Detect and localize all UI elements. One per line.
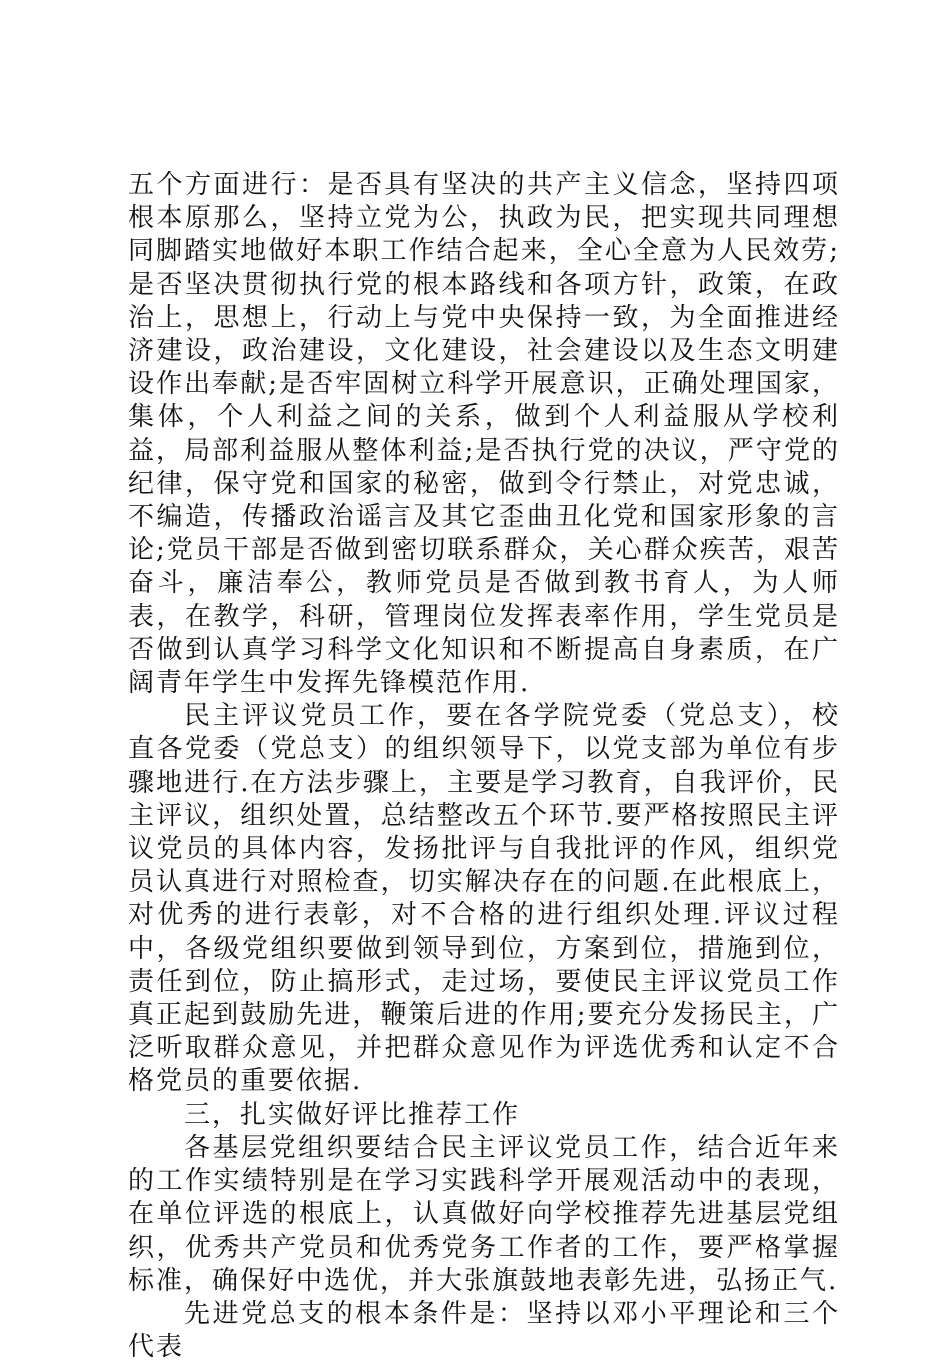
paragraph-democratic-evaluation: 民主评议党员工作，要在各学院党委（党总支），校直各党委（党总支）的组织领导下，以党支部为单位有步骤地进行.在方法步骤上，主要是学习教育，自我评价，民主评议，组织处置，总结整改五个环节.要严格按照民主评议党员的具体内容，发扬批评与自我批评的作风，组织党员认真进行对照检查，切实解决存在的问题.在此根底上，对优秀的进行表彰，对不合格的进行组织处理.评议过程中，各级党组织要做到领导到位，方案到位，措施到位，责任到位，防止搞形式，走过场，要使民主评议党员工作真正起到鼓励先进，鞭策后进的作用;要充分发扬民主，广泛听取群众意见，并把群众意见作为评选优秀和认定不合格党员的重要依据.	[128, 701, 840, 1097]
paragraph-advanced-branch-conditions: 先进党总支的根本条件是：坚持以邓小平理论和三个代表	[128, 1298, 840, 1363]
document-body	[128, 169, 840, 1364]
section-heading-three: 三，扎实做好评比推荐工作	[184, 1099, 521, 1130]
paragraph-criteria-continuation: 五个方面进行：是否具有坚决的共产主义信念，坚持四项根本原那么，坚持立党为公，执政为民，把实现共同理想同脚踏实地做好本职工作结合起来，全心全意为人民效劳;是否坚决贯彻执行党的根本路线和各项方针，政策，在政治上，思想上，行动上与党中央保持一致，为全面推进经济建设，政治建设，文化建设，社会建设以及生态文明建设作出奉献;是否牢固树立科学开展意识，正确处理国家，集体，个人利益之间的关系，做到个人利益服从学校利益，局部利益服从整体利益;是否执行党的决议，严守党的纪律，保守党和国家的秘密，做到令行禁止，对党忠诚，不编造，传播政治谣言及其它歪曲丑化党和国家形象的言论;党员干部是否做到密切联系群众，关心群众疾苦，艰苦奋斗，廉洁奉公，教师党员是否做到教书育人，为人师表，在教学，科研，管理岗位发挥表率作用，学生党员是否做到认真学习科学文化知识和不断提高自身素质，在广阔青年学生中发挥先锋模范作用.	[128, 170, 840, 699]
paragraph-recommendation-work: 各基层党组织要结合民主评议党员工作，结合近年来的工作实绩特别是在学习实践科学开展观活动中的表现，在单位评选的根底上，认真做好向学校推荐先进基层党组织，优秀共产党员和优秀党务工作者的工作，要严格掌握标准，确保好中选优，并大张旗鼓地表彰先进，弘扬正气.	[128, 1132, 840, 1296]
